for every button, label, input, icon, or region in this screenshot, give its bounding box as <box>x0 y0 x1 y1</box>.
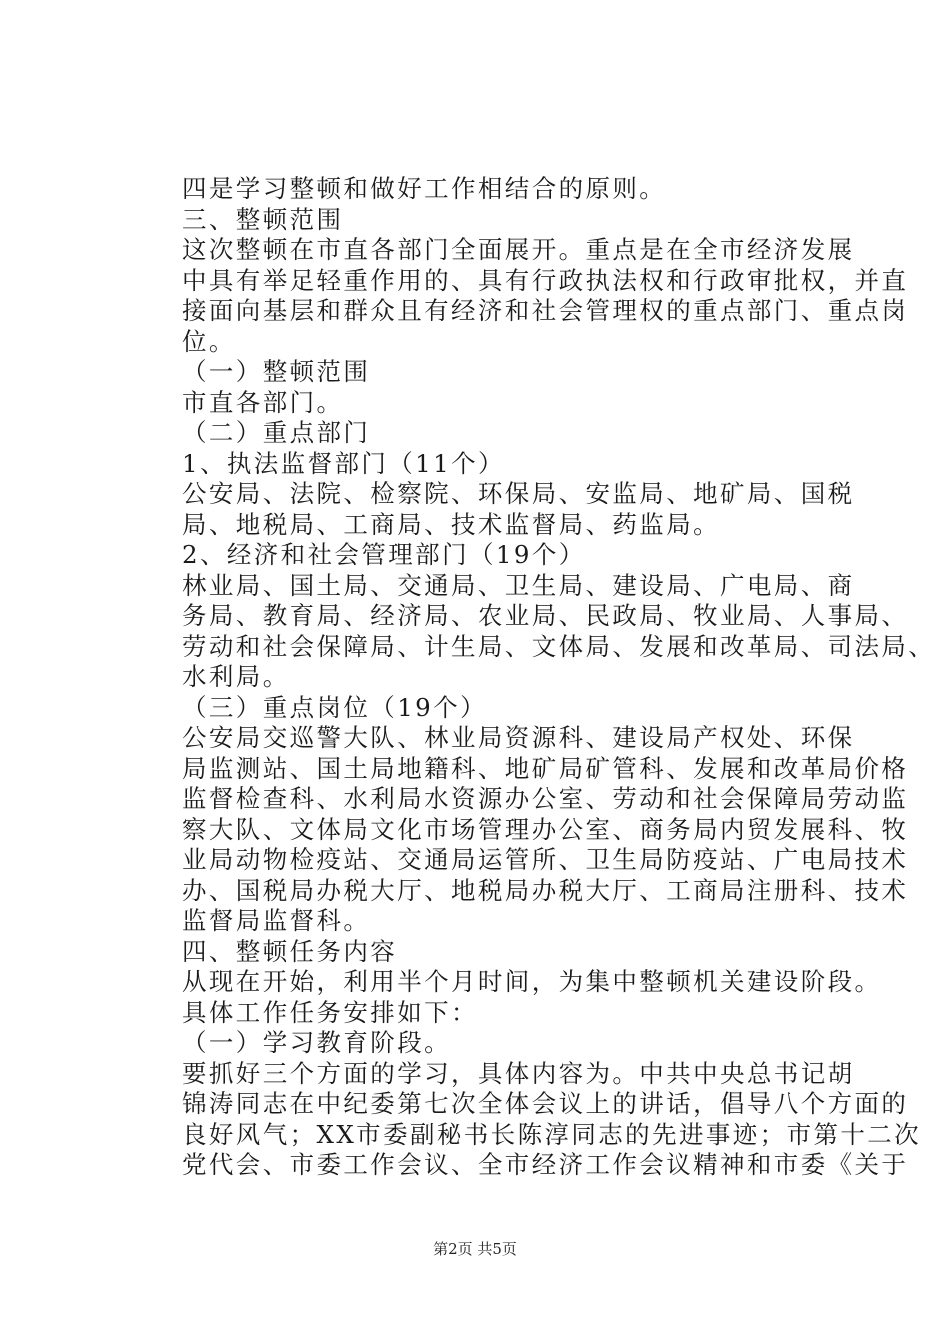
paragraph <box>133 235 909 357</box>
text-line: 局、地税局、工商局、技术监督局、药监局。 <box>182 509 720 539</box>
text-line: 四是学习整顿和做好工作相结合的原则。 <box>182 174 667 203</box>
text-line: 要抓好三个方面的学习，具体内容为。中共中央总书记胡 <box>182 1058 855 1088</box>
text-line: 公安局交巡警大队、林业局资源科、建设局产权处、环保 <box>182 723 855 752</box>
text-line: 良好风气；XX市委副秘书长陈淳同志的先进事迹；市第十二次 <box>182 1119 922 1149</box>
text-line: （一）整顿范围 <box>182 357 371 386</box>
paragraph <box>133 357 845 388</box>
text-line: 水利局。 <box>182 662 290 691</box>
text-line: 公安局、法院、检察院、环保局、安监局、地矿局、国税 <box>182 479 855 508</box>
document-body <box>133 174 936 1181</box>
text-line: 党代会、市委工作会议、全市经济工作会议精神和市委《关于 <box>182 1150 909 1179</box>
text-line: 中具有举足轻重作用的、具有行政执法权和行政审批权，并直 <box>182 265 909 295</box>
paragraph <box>133 205 845 236</box>
text-line: 2、经济和社会管理部门（19个） <box>182 540 586 569</box>
text-line: 从现在开始，利用半个月时间，为集中整顿机关建设阶段。 <box>182 967 882 996</box>
text-line: 林业局、国土局、交通局、卫生局、建设局、广电局、商 <box>182 570 855 600</box>
paragraph <box>133 479 855 540</box>
text-line: 办、国税局办税大厅、地税局办税大厅、工商局注册科、技术 <box>182 875 909 905</box>
paragraph <box>133 1028 845 1059</box>
paragraph <box>133 937 845 968</box>
text-line: 务局、教育局、经济局、农业局、民政局、牧业局、人事局、 <box>182 601 909 630</box>
text-line: 市直各部门。 <box>182 387 344 417</box>
page-footer: 第2页 共5页 <box>433 1240 517 1258</box>
text-line: 监督局监督科。 <box>182 906 371 935</box>
text-line: 锦涛同志在中纪委第七次全体会议上的讲话，倡导八个方面的 <box>182 1089 909 1118</box>
paragraph <box>133 388 845 419</box>
text-line: （三）重点岗位（19个） <box>182 692 487 722</box>
text-line: 接面向基层和群众且有经济和社会管理权的重点部门、重点岗 <box>182 296 909 325</box>
text-line: （一）学习教育阶段。 <box>182 1028 451 1057</box>
text-line: 业局动物检疫站、交通局运管所、卫生局防疫站、广电局技术 <box>182 845 909 874</box>
paragraph <box>133 1058 922 1181</box>
text-line: 局监测站、国土局地籍科、地矿局矿管科、发展和改革局价格 <box>182 753 909 783</box>
paragraph <box>133 570 936 693</box>
text-line: 具体工作任务安排如下： <box>182 997 478 1027</box>
text-line: 监督检查科、水利局水资源办公室、劳动和社会保障局劳动监 <box>182 784 909 813</box>
text-line: 劳动和社会保障局、计生局、文体局、发展和改革局、司法局、 <box>182 631 936 661</box>
text-line: 1、执法监督部门（11个） <box>182 448 505 478</box>
text-line: （二）重点部门 <box>182 418 371 447</box>
paragraph <box>133 693 845 724</box>
text-line: 三、整顿范围 <box>182 204 344 234</box>
paragraph <box>133 449 845 480</box>
text-line: 察大队、文体局文化市场管理办公室、商务局内贸发展科、牧 <box>182 814 909 844</box>
paragraph <box>133 967 882 1028</box>
paragraph <box>133 418 845 449</box>
text-line: 这次整顿在市直各部门全面展开。重点是在全市经济发展 <box>182 235 855 264</box>
text-line: 位。 <box>182 326 236 356</box>
text-line: 四、整顿任务内容 <box>182 936 398 966</box>
paragraph <box>133 540 845 571</box>
paragraph <box>133 174 845 205</box>
paragraph <box>133 723 909 937</box>
